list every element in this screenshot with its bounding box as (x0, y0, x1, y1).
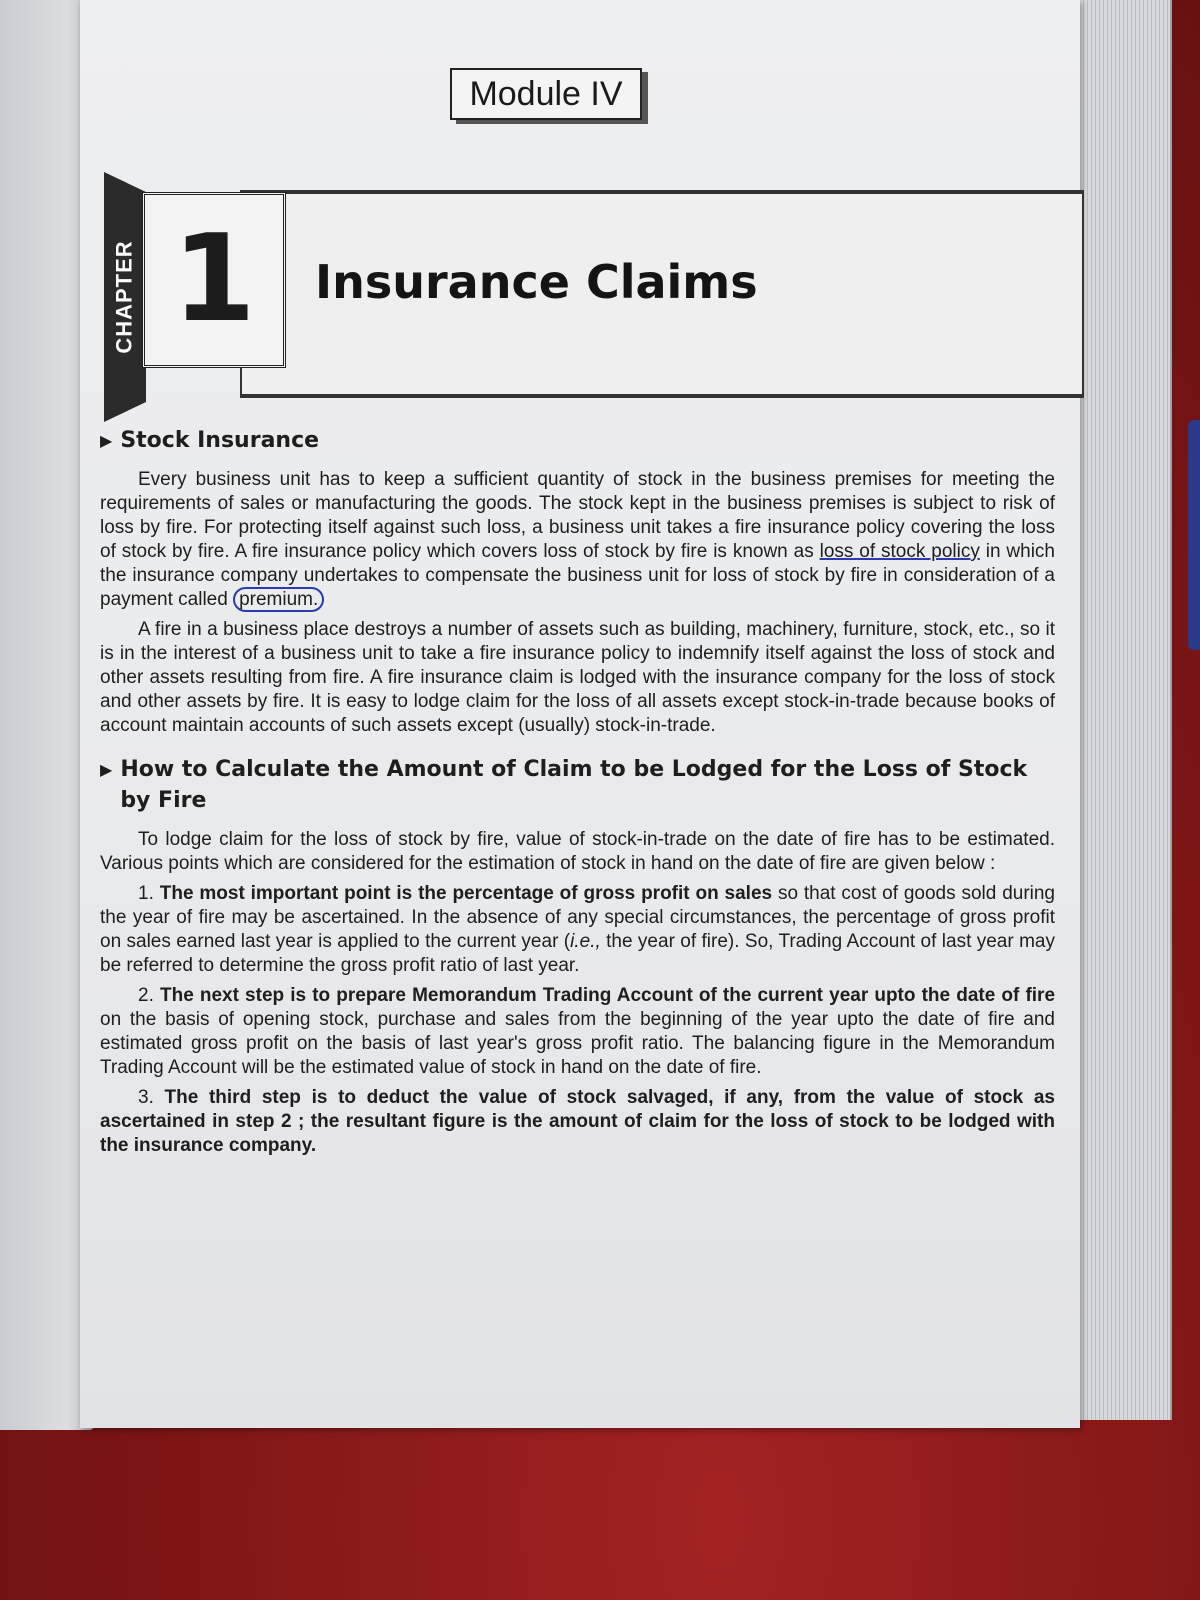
bold-text: The most important point is the percentage of gross profit on sales (159, 883, 773, 904)
paragraph-calculate-intro: To lodge claim for the loss of stock by fire, value of stock-in-trade on the date of fire has to be estimated. Various points which are considered for the estimation of stock in hand on the date of fire are given below : (100, 829, 1055, 874)
bold-text: The third step is to deduct the value of stock salvaged, if any, from the value of stock as ascertained in step 2 ; the resultant figure is the amount of claim for the loss of stock to be lodged with the insurance company. (100, 1087, 1055, 1156)
list-item-point-1 (100, 882, 1055, 978)
text-run: in which the insurance company undertakes to compensate the business unit for loss of stock by fire in consideration of a payment called (100, 541, 1055, 610)
list-number: 3. (138, 1087, 154, 1108)
book-page (80, 0, 1080, 1428)
module-label: Module IV (450, 68, 642, 120)
underlined-term: loss of stock policy (819, 541, 980, 562)
triangle-bullet-icon: ▶ (100, 431, 113, 450)
triangle-bullet-icon: ▶ (100, 760, 113, 779)
chapter-word: CHAPTER (112, 240, 137, 354)
list-item-point-2 (100, 984, 1055, 1080)
section-heading-text: Stock Insurance (120, 428, 320, 453)
text-run: on the basis of opening stock, purchase and sales from the beginning of the year upto the date of fire and estimated gross profit on the basis of last year's gross profit ratio. The balancing figure in the Memorandum Trading Account will be the estimated value of stock in hand on the date of fire. (100, 1009, 1055, 1078)
list-number: 1. (138, 883, 154, 904)
text-run: the year of fire). So, Trading Account of last year may be referred to determine the gross profit ratio of last year. (100, 931, 1055, 976)
bold-text: The next step is to prepare Memorandum Trading Account of the current year upto the date of fire (159, 985, 1056, 1006)
text-run: Every business unit has to keep a sufficient quantity of stock in the business premises for meeting the requirements of sales or manufacturing the goods. The stock kept in the business premises is subject to risk of loss by fire. For protecting itself against such loss, a business unit takes a fire insurance policy covering the loss of stock by fire. A fire insurance policy which covers loss of stock by fire is known as (100, 469, 1055, 562)
blue-object-edge (1188, 420, 1200, 650)
section-heading-text: How to Calculate the Amount of Claim to be Lodged for the Loss of Stock by Fire (120, 757, 1028, 813)
paragraph-stock-insurance-1 (100, 468, 1055, 612)
list-number: 2. (138, 985, 154, 1006)
list-item-point-3 (100, 1086, 1055, 1158)
italic-text: i.e., (570, 931, 601, 952)
paragraph-stock-insurance-2: A fire in a business place destroys a number of assets such as building, machinery, furniture, stock, etc., so it is in the interest of a business unit to take a fire insurance policy to indemnify itself against the loss of stock and other assets resulting from fire. A fire insurance claim is lodged with the insurance company for the loss of stock and other assets by fire. It is easy to lodge claim for the loss of all assets except stock-in-trade because books of account maintain accounts of such assets except (usually) stock-in-trade. (100, 619, 1055, 736)
chapter-title: Insurance Claims (315, 255, 758, 309)
chapter-word-wrap (104, 172, 146, 422)
page-content (100, 425, 1055, 1164)
chapter-number: 1 (142, 192, 286, 368)
section-heading-stock-insurance (100, 425, 1055, 456)
text-run: so that cost of goods sold during the year of fire may be ascertained. In the absence of any special circumstances, the percentage of gross profit on sales earned last year is applied to the current year ( (100, 883, 1056, 952)
section-heading-calculate-claim (100, 754, 1055, 816)
spacer (100, 744, 1055, 754)
circled-term: premium. (233, 587, 324, 612)
